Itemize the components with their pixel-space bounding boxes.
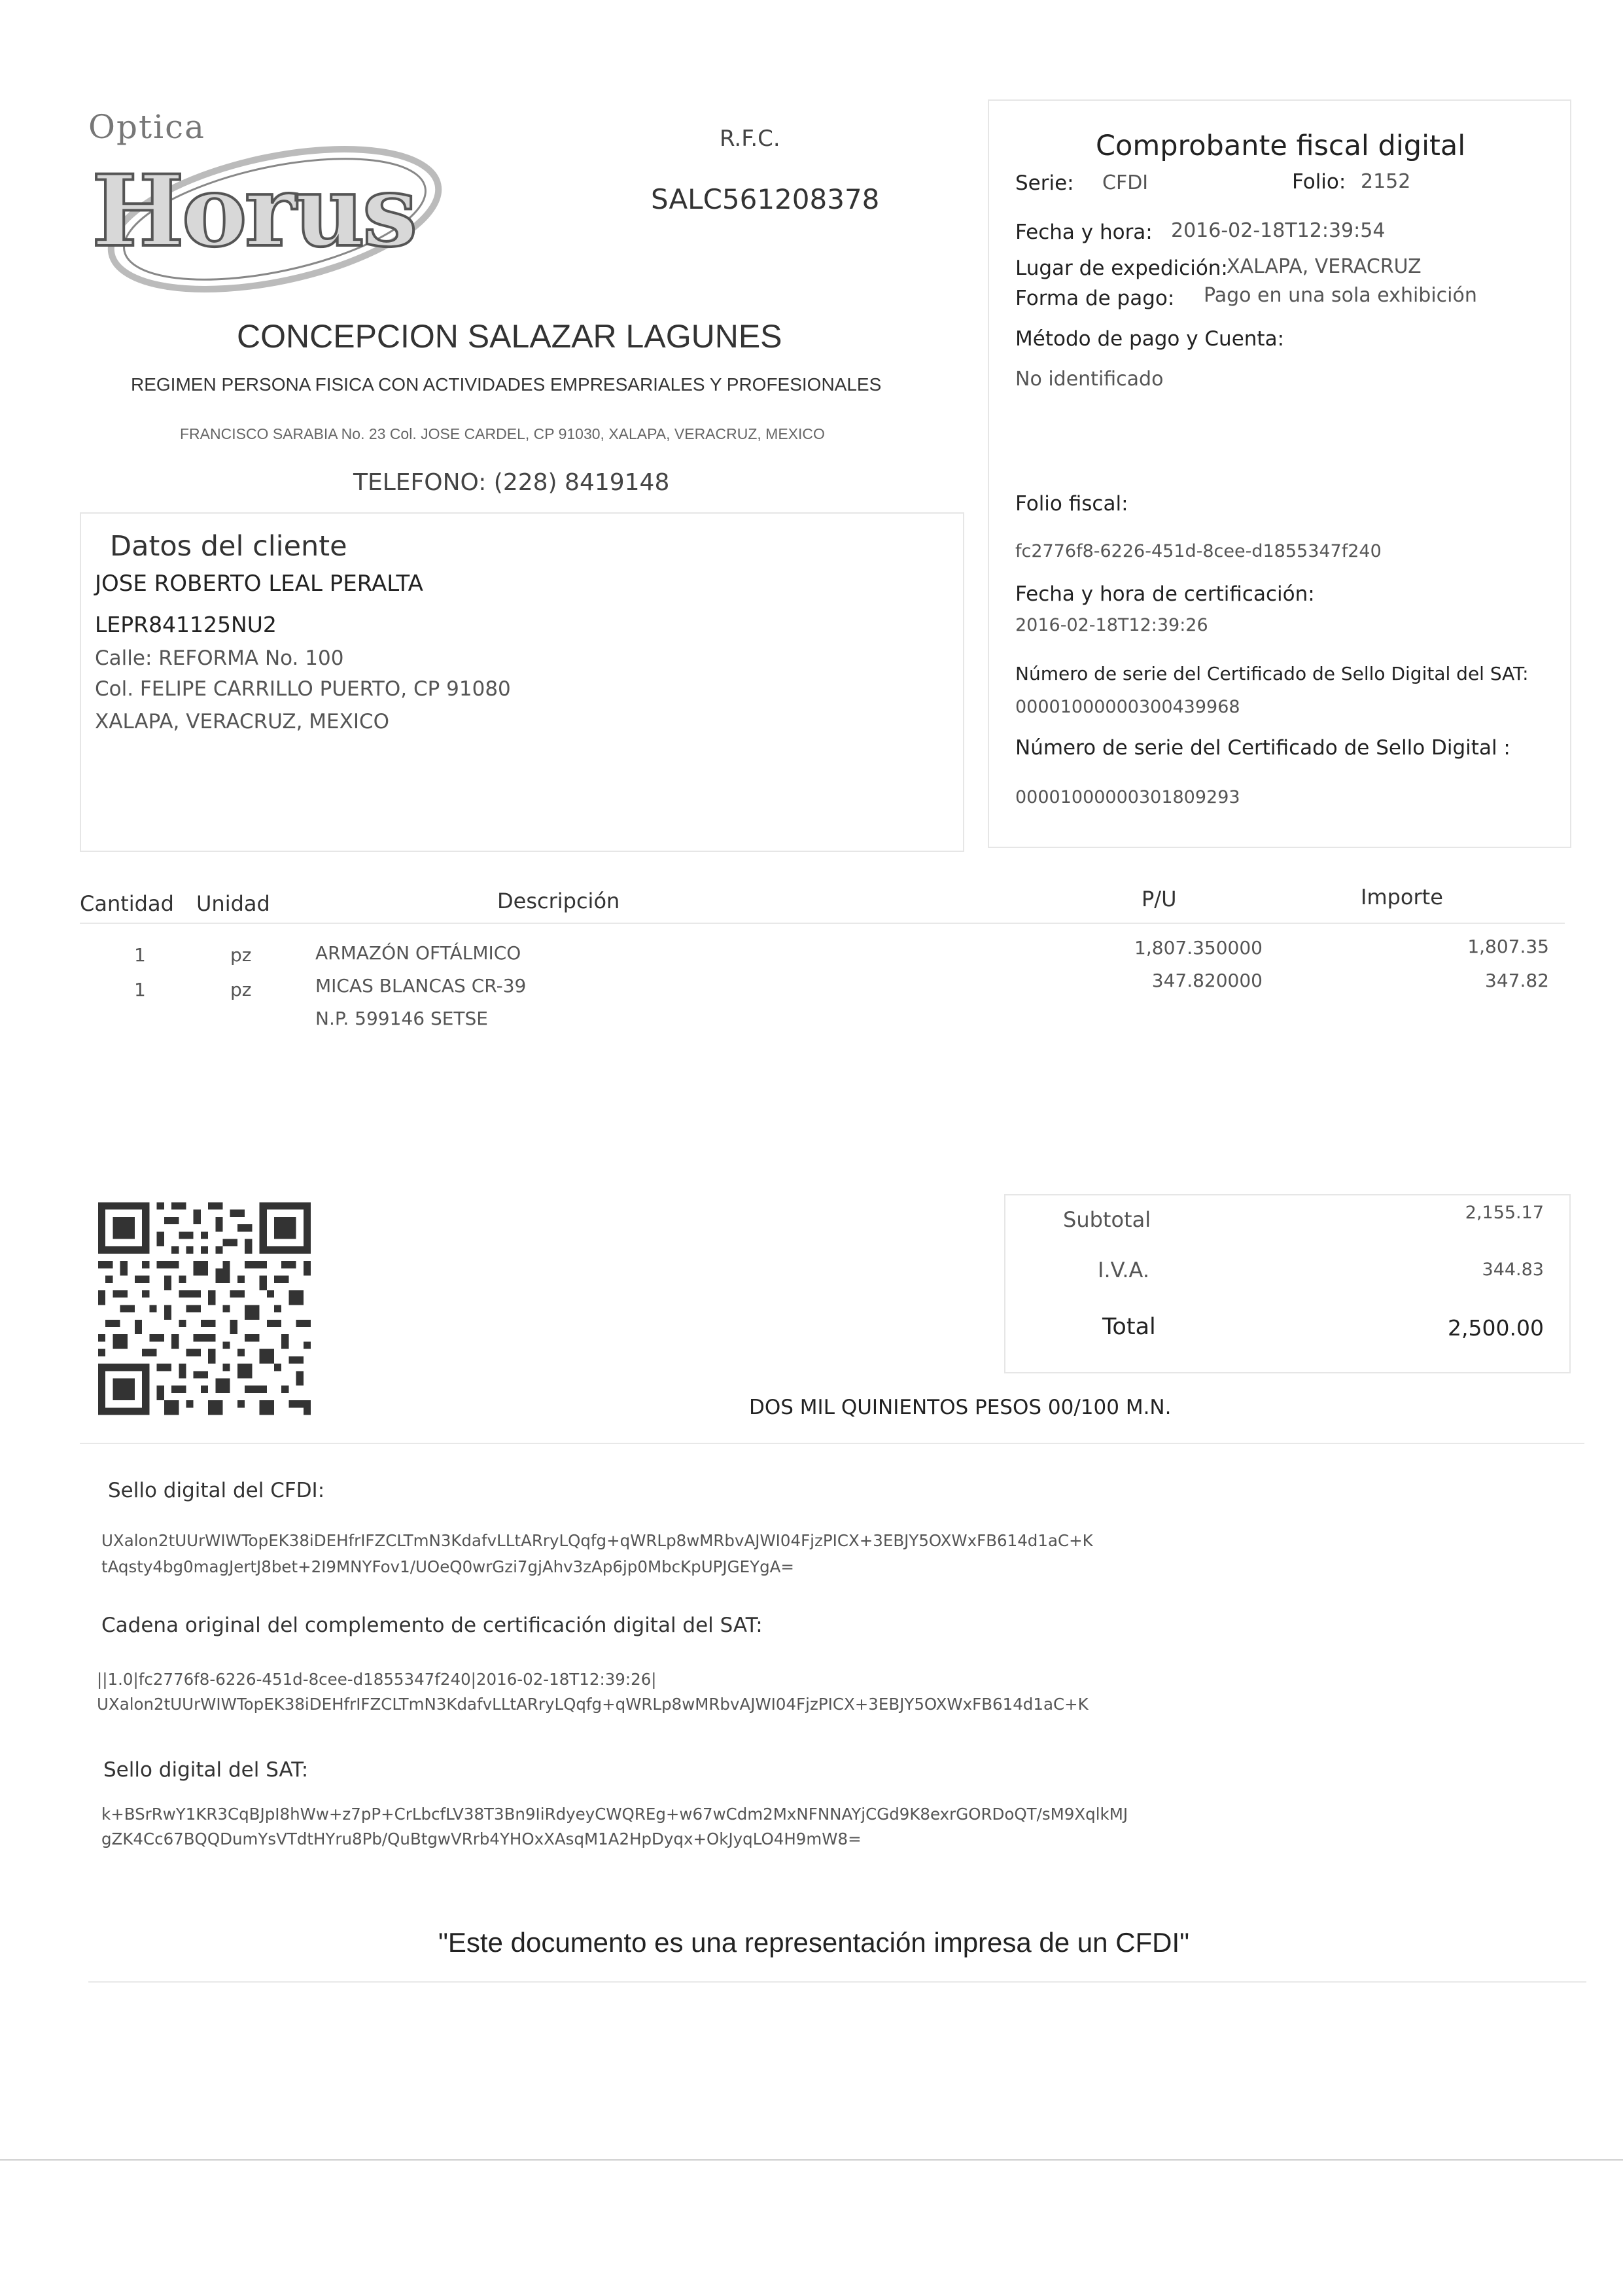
rfc-label: R.F.C.: [720, 126, 780, 152]
folio-fiscal-label: Folio fiscal:: [1015, 492, 1128, 516]
row-desc: ARMAZÓN OFTÁLMICO: [315, 942, 521, 964]
header-desc: Descripción: [497, 889, 620, 913]
metodo-value: No identificado: [1015, 368, 1164, 391]
cert-value: 00001000000301809293: [1015, 787, 1240, 807]
sat-seal-line1: k+BSrRwY1KR3CqBJpI8hWw+z7pP+CrLbcfLV38T3Bn9IiRdyeyCWQREg+w67wCdm2MxNFNNAYjCGd9K8exrGORDoQT/sM9XqlkMJ: [101, 1805, 1128, 1824]
client-colony: Col. FELIPE CARRILLO PUERTO, CP 91080: [95, 677, 511, 701]
row-unit: pz: [230, 979, 252, 1000]
folio-label: Folio:: [1292, 170, 1346, 194]
iva-label: I.V.A.: [1098, 1258, 1150, 1282]
page-edge-rule: [0, 2159, 1623, 2161]
serie-value: CFDI: [1102, 171, 1149, 194]
iva-value: 344.83: [1482, 1260, 1544, 1280]
lugar-label: Lugar de expedición:: [1015, 256, 1228, 280]
sat-cert-label: Número de serie del Certificado de Sello Digital del SAT:: [1015, 663, 1529, 684]
row-desc: MICAS BLANCAS CR-39: [315, 975, 527, 997]
header-unit: Unidad: [196, 891, 270, 916]
fecha-value: 2016-02-18T12:39:54: [1171, 219, 1386, 242]
header-qty: Cantidad: [80, 891, 174, 916]
total-value: 2,500.00: [1448, 1315, 1544, 1341]
fecha-label: Fecha y hora:: [1015, 221, 1153, 244]
forma-value: Pago en una sola exhibición: [1204, 284, 1477, 307]
folio-value: 2152: [1361, 170, 1411, 193]
folio-fiscal-value: fc2776f8-6226-451d-8cee-d1855347f240: [1015, 541, 1382, 561]
client-street: Calle: REFORMA No. 100: [95, 646, 344, 670]
fiscal-title: Comprobante fiscal digital: [1096, 130, 1466, 162]
sat-seal-line2: gZK4Cc67BQQDumYsVTdtHYru8Pb/QuBtgwVRrb4YHOxXAsqM1A2HpDyqx+OkJyqLO4H9mW8=: [101, 1829, 862, 1848]
subtotal-label: Subtotal: [1063, 1207, 1151, 1232]
client-rfc: LEPR841125NU2: [95, 612, 277, 637]
metodo-label: Método de pago y Cuenta:: [1015, 327, 1285, 351]
footer-rule: [88, 1981, 1586, 1983]
qr-code: [98, 1201, 311, 1417]
cfdi-seal-label: Sello digital del CFDI:: [108, 1479, 325, 1502]
cfdi-seal-line1: UXalon2tUUrWIWTopEK38iDEHfrIFZCLTmN3KdafvLLtARryLQqfg+qWRLp8wMRbvAJWI04FjzPICX+3EBJY5OXWxFB614d1aC+K: [101, 1531, 1093, 1550]
issuer-address: FRANCISCO SARABIA No. 23 Col. JOSE CARDEL, CP 91030, XALAPA, VERACRUZ, MEXICO: [180, 425, 825, 442]
header-amount: Importe: [1361, 885, 1443, 910]
issuer-name: CONCEPCION SALAZAR LAGUNES: [237, 318, 782, 355]
cert-date-value: 2016-02-18T12:39:26: [1015, 615, 1208, 635]
client-title: Datos del cliente: [110, 530, 347, 563]
logo-horus-text: Horus: [92, 154, 415, 269]
issuer-phone: TELEFONO: (228) 8419148: [353, 469, 670, 496]
forma-label: Forma de pago:: [1015, 287, 1175, 310]
row-unit: pz: [230, 944, 252, 966]
chain-label: Cadena original del complemento de certificación digital del SAT:: [101, 1614, 763, 1637]
cfdi-seal-line2: tAqsty4bg0magJertJ8bet+2I9MNYFov1/UOeQ0wrGzi7gjAhv3zAp6jp0MbcKpUPJGEYgA=: [101, 1557, 794, 1576]
row-amount: 1,807.35: [1467, 936, 1549, 957]
issuer-rfc: SALC561208378: [651, 183, 880, 215]
totals-rule: [80, 1443, 1584, 1444]
sat-cert-value: 00001000000300439968: [1015, 697, 1240, 717]
cert-label: Número de serie del Certificado de Sello Digital :: [1015, 736, 1510, 760]
subtotal-value: 2,155.17: [1465, 1203, 1544, 1223]
row-qty: 1: [134, 944, 146, 966]
chain-line2: UXalon2tUUrWIWTopEK38iDEHfrIFZCLTmN3KdafvLLtARryLQqfg+qWRLp8wMRbvAJWI04FjzPICX+3EBJY5OXWxFB614d1aC+K: [97, 1695, 1089, 1714]
row-amount: 347.82: [1485, 970, 1549, 991]
row-desc-line2: N.P. 599146 SETSE: [315, 1008, 488, 1029]
logo-optica-text: Optica: [88, 108, 205, 146]
amount-in-words: DOS MIL QUINIENTOS PESOS 00/100 M.N.: [749, 1396, 1172, 1419]
row-qty: 1: [134, 979, 146, 1000]
horus-logo: [79, 128, 445, 304]
total-label: Total: [1102, 1314, 1156, 1340]
row-price: 347.820000: [1151, 970, 1263, 991]
cfdi-representation-note: "Este documento es una representación impresa de un CFDI": [438, 1927, 1190, 1958]
serie-label: Serie:: [1015, 171, 1074, 195]
sat-seal-label: Sello digital del SAT:: [103, 1758, 309, 1782]
row-price: 1,807.350000: [1134, 937, 1263, 959]
items-header-rule: [80, 923, 1565, 924]
header-price: P/U: [1142, 887, 1177, 911]
lugar-value: XALAPA, VERACRUZ: [1227, 255, 1422, 278]
client-city: XALAPA, VERACRUZ, MEXICO: [95, 710, 390, 733]
chain-line1: ||1.0|fc2776f8-6226-451d-8cee-d1855347f240|2016-02-18T12:39:26|: [97, 1670, 657, 1689]
issuer-regime: REGIMEN PERSONA FISICA CON ACTIVIDADES EMPRESARIALES Y PROFESIONALES: [131, 374, 882, 395]
client-name: JOSE ROBERTO LEAL PERALTA: [95, 571, 423, 597]
cert-date-label: Fecha y hora de certificación:: [1015, 582, 1315, 606]
